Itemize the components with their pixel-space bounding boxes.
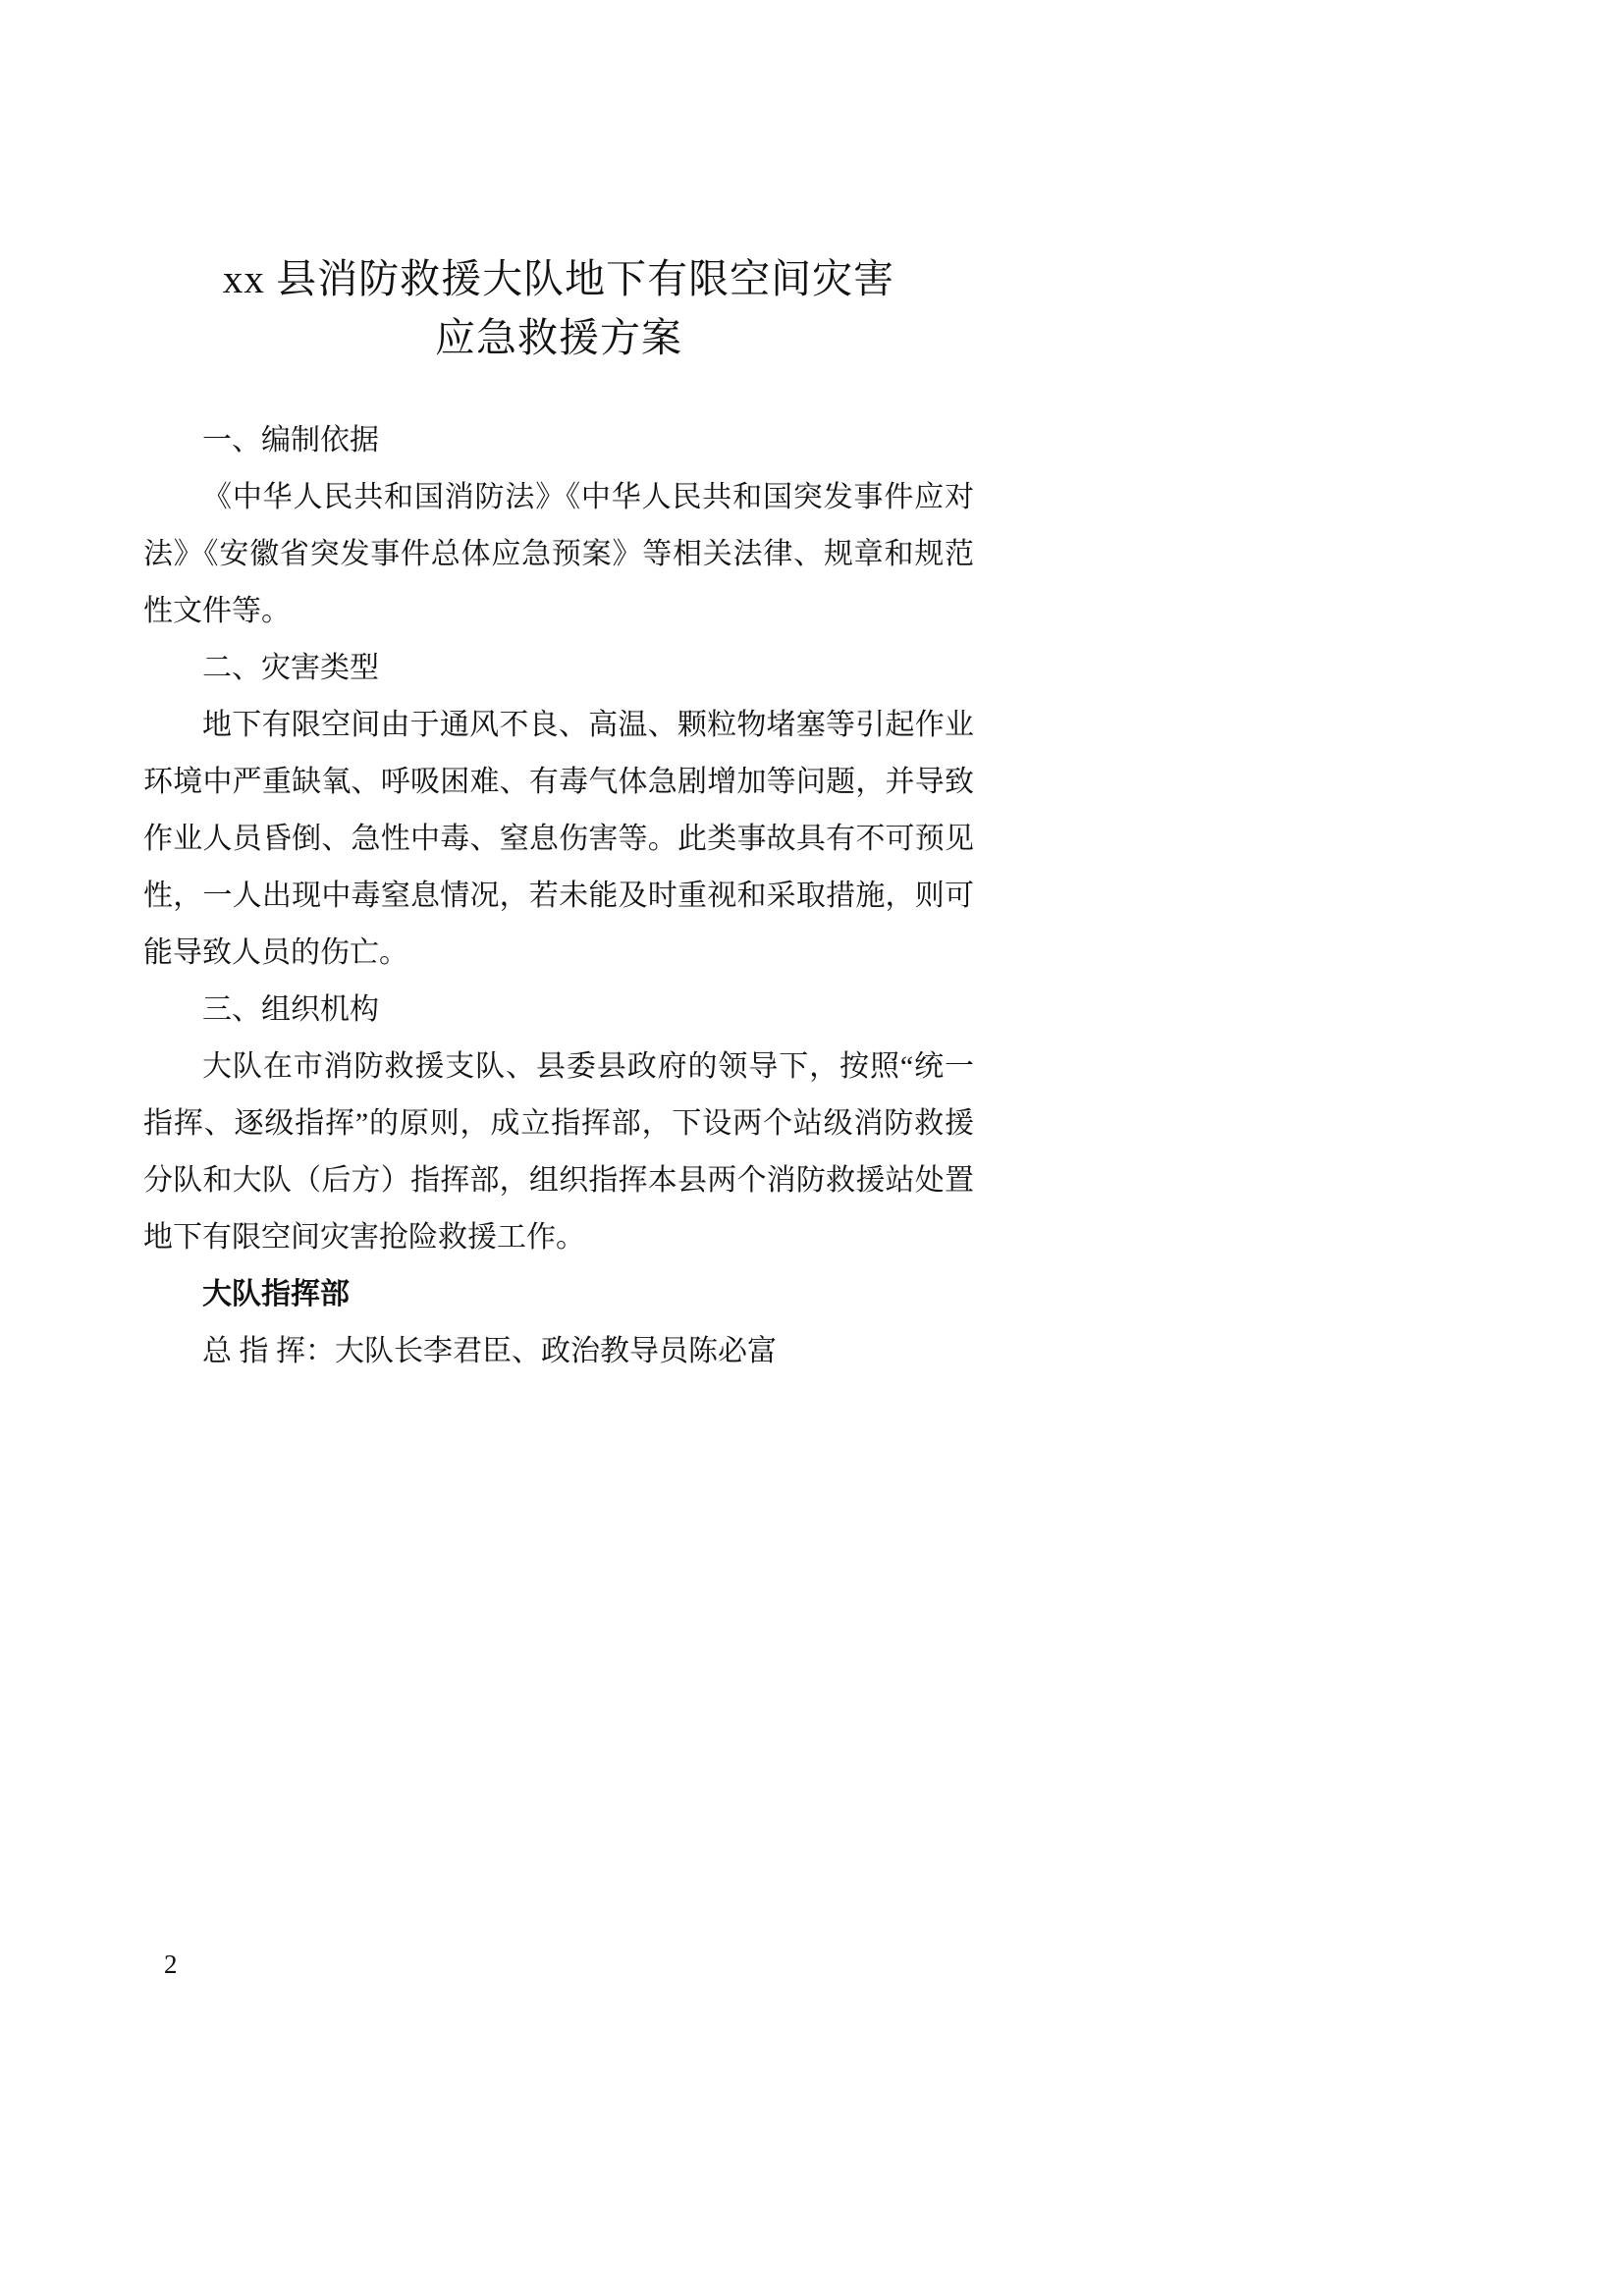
paragraph-basis: 《中华人民共和国消防法》《中华人民共和国突发事件应对法》《安徽省突发事件总体应急预案》等相关法律、规章和规范性文件等。	[143, 481, 974, 627]
section-heading-disaster-type: 二、灾害类型	[202, 652, 379, 684]
document-title	[143, 249, 974, 367]
page-number: 2	[164, 1949, 178, 1979]
paragraph-organization: 大队在市消防救援支队、县委县政府的领导下，按照“统一指挥、逐级指挥”的原则，成立指挥部，下设两个站级消防救援分队和大队（后方）指挥部，组织指挥本县两个消防救援站处置地下有限空间灾害抢险救援工作。	[143, 1050, 974, 1254]
paragraph-commander-in-chief: 总 指 挥：大队长李君臣、政治教导员陈必富	[202, 1335, 777, 1367]
document-body	[143, 412, 974, 1380]
section-heading-basis: 一、编制依据	[202, 424, 379, 456]
document-content	[143, 249, 974, 1380]
subheading-brigade-command: 大队指挥部	[202, 1278, 350, 1310]
document-title-line-1: xx 县消防救援大队地下有限空间灾害	[222, 256, 895, 301]
document-title-line-2: 应急救援方案	[435, 315, 682, 360]
paragraph-disaster-type: 地下有限空间由于通风不良、高温、颗粒物堵塞等引起作业环境中严重缺氧、呼吸困难、有毒气体急剧增加等问题，并导致作业人员昏倒、急性中毒、窒息伤害等。此类事故具有不可预见性，一人出现中毒窒息情况，若未能及时重视和采取措施，则可能导致人员的伤亡。	[143, 709, 974, 969]
section-heading-organization: 三、组织机构	[202, 993, 379, 1026]
